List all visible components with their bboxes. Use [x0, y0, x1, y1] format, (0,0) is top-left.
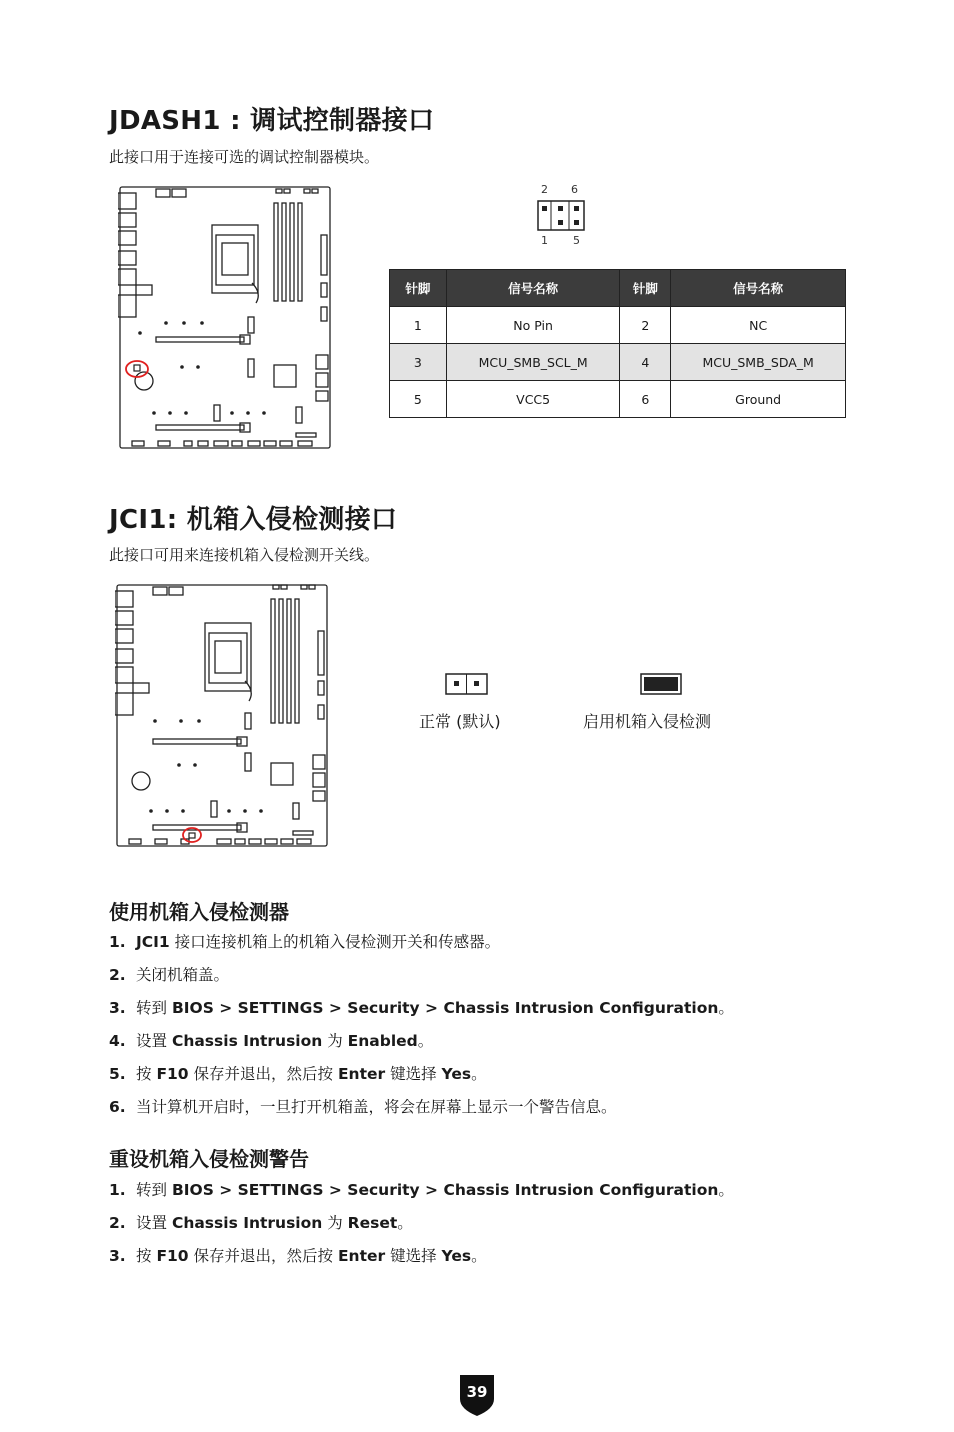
list-item-text: 为 — [322, 1032, 348, 1050]
reset-warning-title: 重设机箱入侵检测警告 — [109, 1147, 309, 1171]
jci1-closed-jumper-icon — [640, 673, 682, 695]
list-item-bold-text: Yes — [441, 1247, 472, 1265]
list-item — [109, 930, 500, 952]
motherboard-diagram-jci1 — [115, 583, 329, 848]
table-header-pin: 针脚 — [390, 270, 447, 307]
list-item — [109, 1244, 487, 1266]
table-row — [390, 307, 846, 344]
table-row — [390, 344, 846, 381]
list-item-text: 。 — [718, 999, 734, 1017]
list-item — [109, 1211, 413, 1233]
table-row — [390, 381, 846, 418]
table-header-signal: 信号名称 — [671, 270, 846, 307]
page-number: 39 — [466, 1383, 488, 1401]
list-item-text: 键选择 — [385, 1247, 442, 1265]
pin-label-6: 6 — [571, 183, 578, 196]
list-item — [109, 963, 229, 985]
list-item-text: 按 — [136, 1247, 157, 1265]
table-cell: NC — [671, 307, 846, 344]
jci1-header-location — [189, 833, 195, 838]
list-item-number: 1. — [109, 933, 126, 951]
list-item-bold-text: JCI1 — [136, 933, 170, 951]
list-item-text: 转到 — [136, 1181, 172, 1199]
jci1-open-jumper-icon — [445, 673, 488, 695]
list-item-text: 按 — [136, 1065, 157, 1083]
table-cell: MCU_SMB_SCL_M — [446, 344, 620, 381]
list-item-bold-text: BIOS > SETTINGS > Security > Chassis Intrusion Configuration — [171, 1181, 719, 1199]
table-cell: 3 — [390, 344, 447, 381]
list-item-text: 接口连接机箱上的机箱入侵检测开关和传感器。 — [169, 933, 501, 951]
table-cell: 1 — [390, 307, 447, 344]
motherboard-diagram-jdash1 — [118, 185, 332, 450]
jci1-caption-enabled: 启用机箱入侵检测 — [583, 712, 712, 731]
list-item-text: 为 — [322, 1214, 348, 1232]
list-item — [109, 1178, 734, 1200]
list-item — [109, 1062, 487, 1084]
list-item-number: 2. — [109, 1214, 126, 1232]
list-item-number: 1. — [109, 1181, 126, 1199]
list-item-text: 。 — [471, 1065, 487, 1083]
list-item-bold-text: Enabled — [347, 1032, 418, 1050]
table-cell: 2 — [620, 307, 671, 344]
list-item — [109, 1029, 433, 1051]
pin-label-2: 2 — [541, 183, 548, 196]
table-cell: 6 — [620, 381, 671, 418]
list-item-bold-text: BIOS > SETTINGS > Security > Chassis Intrusion Configuration — [171, 999, 719, 1017]
list-item-bold-text: F10 — [156, 1247, 189, 1265]
list-item-text: 。 — [417, 1032, 434, 1050]
table-cell: Ground — [671, 381, 846, 418]
list-item — [109, 1095, 617, 1117]
list-item-text: 。 — [471, 1247, 487, 1265]
list-item-number: 6. — [109, 1098, 126, 1116]
table-header-pin: 针脚 — [620, 270, 671, 307]
list-item-text: 设置 — [136, 1214, 172, 1232]
list-item-text: 键选择 — [385, 1065, 442, 1083]
list-item-bold-text: Yes — [441, 1065, 472, 1083]
table-cell: No Pin — [446, 307, 620, 344]
jdash1-title: JDASH1 : 调试控制器接口 — [109, 106, 435, 136]
jci1-intro: 此接口可用来连接机箱入侵检测开关线。 — [109, 546, 380, 564]
pin-label-1: 1 — [541, 234, 548, 247]
list-item-number: 4. — [109, 1032, 126, 1050]
jci1-caption-normal: 正常 (默认) — [419, 712, 501, 731]
list-item-text: 。 — [397, 1214, 413, 1232]
list-item-text: 关闭机箱盖。 — [136, 966, 230, 984]
list-item-text: 。 — [718, 1181, 734, 1199]
list-item-bold-text: Enter — [337, 1247, 386, 1265]
jdash1-header-location — [134, 365, 140, 371]
pin-label-5: 5 — [573, 234, 580, 247]
list-item-number: 5. — [109, 1065, 126, 1083]
list-item-bold-text: Chassis Intrusion — [171, 1214, 323, 1232]
list-item-text: 设置 — [136, 1032, 172, 1050]
list-item-text: 保存并退出，然后按 — [188, 1247, 338, 1265]
list-item-bold-text: Chassis Intrusion — [171, 1032, 323, 1050]
jdash1-intro: 此接口用于连接可选的调试控制器模块。 — [109, 148, 380, 166]
jdash1-pin-table — [389, 269, 846, 418]
list-item — [109, 996, 734, 1018]
table-cell: 5 — [390, 381, 447, 418]
list-item-text: 保存并退出，然后按 — [188, 1065, 338, 1083]
list-item-number: 3. — [109, 1247, 126, 1265]
list-item-text: 转到 — [136, 999, 172, 1017]
list-item-number: 2. — [109, 966, 126, 984]
list-item-bold-text: Reset — [347, 1214, 398, 1232]
table-cell: 4 — [620, 344, 671, 381]
list-item-bold-text: Enter — [337, 1065, 386, 1083]
table-cell: VCC5 — [446, 381, 620, 418]
list-item-number: 3. — [109, 999, 126, 1017]
jci1-title: JCI1: 机箱入侵检测接口 — [109, 505, 398, 535]
jdash1-pin-header-icon — [536, 199, 586, 232]
table-header-signal: 信号名称 — [446, 270, 620, 307]
list-item-bold-text: F10 — [156, 1065, 189, 1083]
list-item-text: 当计算机开启时，一旦打开机箱盖，将会在屏幕上显示一个警告信息。 — [136, 1098, 617, 1116]
table-cell: MCU_SMB_SDA_M — [671, 344, 846, 381]
use-detector-title: 使用机箱入侵检测器 — [109, 900, 289, 924]
